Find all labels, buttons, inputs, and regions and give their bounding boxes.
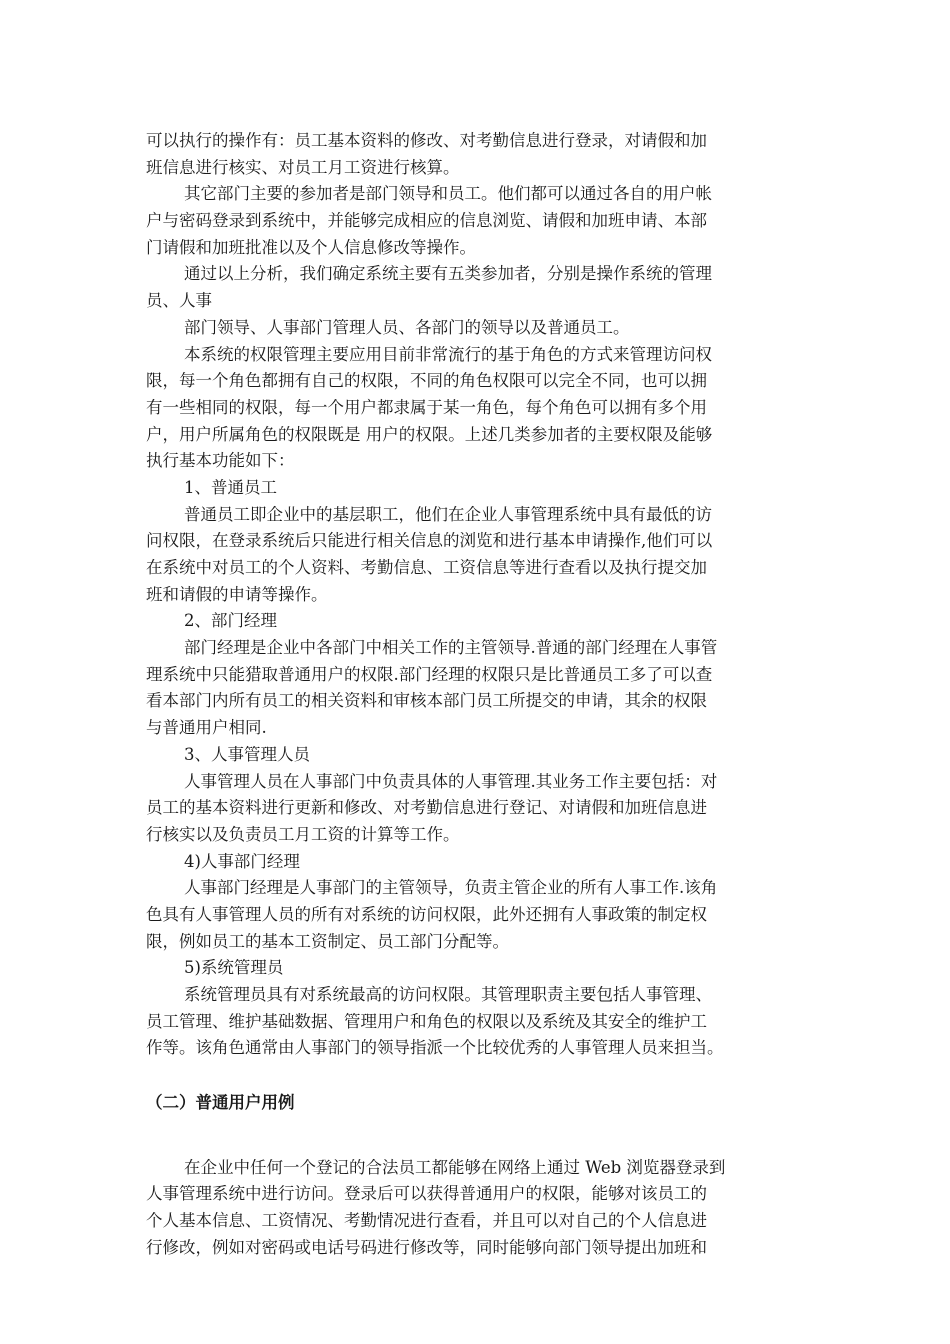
body-text	[146, 128, 816, 1062]
text-line: 人事管理系统中进行访问。登录后可以获得普通用户的权限，能够对该员工的	[146, 1184, 707, 1204]
text-line: 限，例如员工的基本工资制定、员工部门分配等。	[146, 931, 509, 951]
text-line: 色具有人事管理人员的所有对系统的访问权限，此外还拥有人事政策的制定权	[146, 904, 707, 924]
text-line: 员工的基本资料进行更新和修改、对考勤信息进行登记、对请假和加班信息进	[146, 798, 707, 818]
text-line: 部门领导、人事部门管理人员、各部门的领导以及普通员工。	[184, 317, 630, 337]
text-line: 行核实以及负责员工月工资的计算等工作。	[146, 824, 460, 844]
text-line: 通过以上分析，我们确定系统主要有五类参加者，分别是操作系统的管理	[184, 264, 712, 284]
text-line: 人事管理人员在人事部门中负责具体的人事管理.其业务工作主要包括：对	[184, 771, 718, 791]
text-line: 班信息进行核实、对员工月工资进行核算。	[146, 157, 460, 177]
text-line: 在系统中对员工的个人资料、考勤信息、工资信息等进行查看以及执行提交加	[146, 558, 707, 577]
text-line: 员、人事	[146, 291, 212, 311]
text-line: 理系统中只能猎取普通用户的权限.部门经理的权限只是比普通员工多了可以查	[146, 664, 713, 684]
text-line: 问权限，在登录系统后只能进行相关信息的浏览和进行基本申请操作,他们可以	[146, 531, 713, 551]
text-line: 其它部门主要的参加者是部门领导和员工。他们都可以通过各自的用户帐	[184, 184, 712, 204]
text-line: 1、普通员工	[184, 477, 277, 497]
text-line: 班和请假的申请等操作。	[146, 584, 328, 604]
text-line: 4)人事部门经理	[184, 851, 300, 871]
section-heading: （二）普通用户用例	[146, 1093, 295, 1113]
text-line: 看本部门内所有员工的相关资料和审核本部门员工所提交的申请，其余的权限	[146, 691, 707, 711]
text-line: 在企业中任何一个登记的合法员工都能够在网络上通过 Web 浏览器登录到	[184, 1157, 726, 1177]
text-line: 人事部门经理是人事部门的主管领导，负责主管企业的所有人事工作.该角	[184, 878, 718, 898]
section-body-text	[146, 1155, 816, 1262]
text-line: 限，每一个角色都拥有自己的权限，不同的角色权限可以完全不同，也可以拥	[146, 371, 707, 391]
text-line: 可以执行的操作有：员工基本资料的修改、对考勤信息进行登录，对请假和加	[146, 131, 707, 150]
text-line: 部门经理是企业中各部门中相关工作的主管领导.普通的部门经理在人事管	[184, 638, 718, 658]
text-line: 与普通用户相同.	[146, 718, 267, 738]
text-line: 作等。该角色通常由人事部门的领导指派一个比较优秀的人事管理人员来担当。	[146, 1038, 724, 1058]
document-page	[146, 128, 816, 1262]
text-line: 员工管理、维护基础数据、管理用户和角色的权限以及系统及其安全的维护工	[146, 1011, 707, 1031]
text-line: 5)系统管理员	[184, 958, 284, 978]
text-line: 门请假和加班批准以及个人信息修改等操作。	[146, 237, 476, 257]
text-line: 2、部门经理	[184, 611, 277, 631]
text-line: 行修改，例如对密码或电话号码进行修改等，同时能够向部门领导提出加班和	[146, 1237, 707, 1257]
text-line: 个人基本信息、工资情况、考勤情况进行查看，并且可以对自己的个人信息进	[146, 1211, 707, 1231]
text-line: 户与密码登录到系统中，并能够完成相应的信息浏览、请假和加班申请、本部	[146, 211, 707, 231]
text-line: 本系统的权限管理主要应用目前非常流行的基于角色的方式来管理访问权	[184, 344, 712, 364]
text-line: 3、人事管理人员	[184, 744, 310, 764]
text-line: 系统管理员具有对系统最高的访问权限。其管理职责主要包括人事管理、	[184, 985, 712, 1004]
text-line: 户，用户所属角色的权限既是 用户的权限。上述几类参加者的主要权限及能够	[146, 424, 713, 444]
text-line: 执行基本功能如下：	[146, 451, 295, 471]
text-line: 有一些相同的权限，每一个用户都隶属于某一角色，每个角色可以拥有多个用	[146, 397, 707, 417]
text-line: 普通员工即企业中的基层职工，他们在企业人事管理系统中具有最低的访	[184, 504, 712, 524]
